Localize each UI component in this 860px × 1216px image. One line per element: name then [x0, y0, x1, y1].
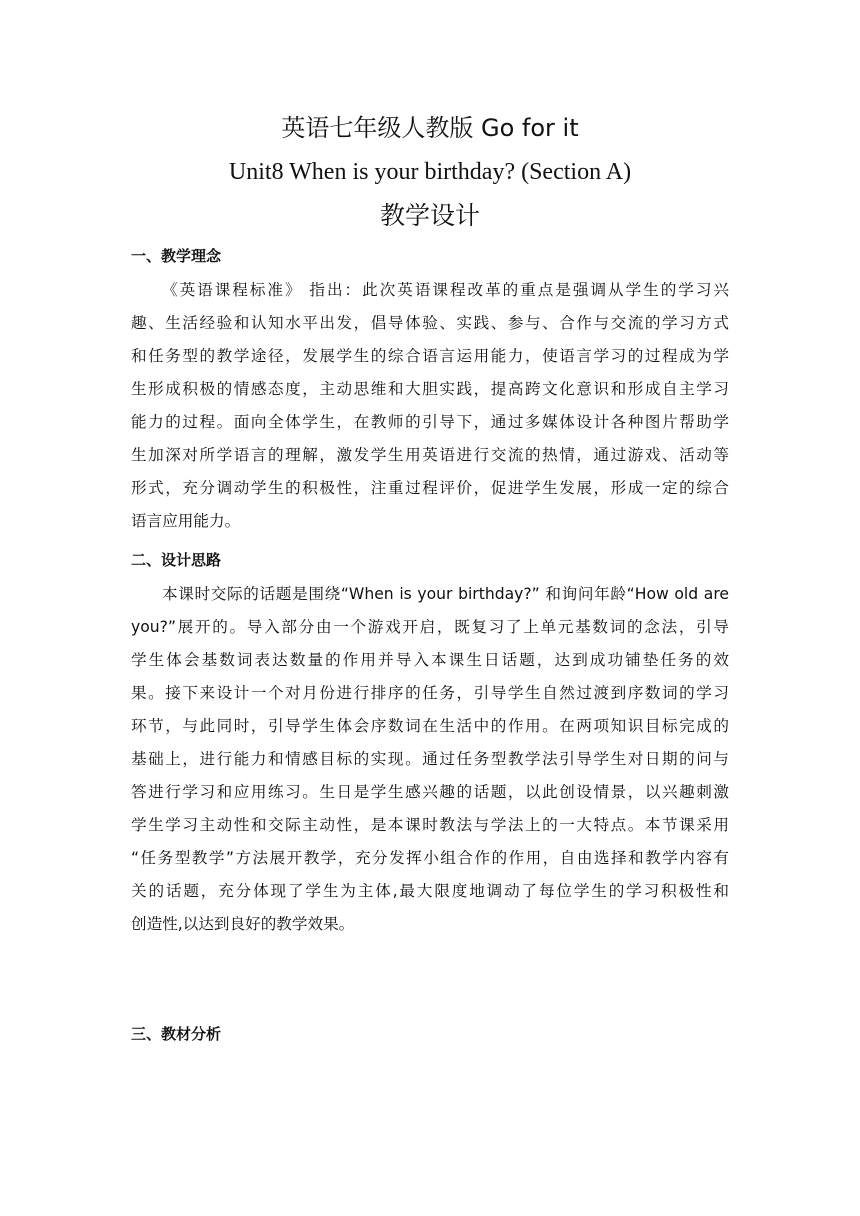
paragraph-line: 学生体会基数词表达数量的作用并导入本课生日话题，达到成功铺垫任务的效 — [131, 651, 729, 669]
paragraph-line: 果。接下来设计一个对月份进行排序的任务，引导学生自然过渡到序数词的学习 — [131, 684, 729, 702]
paragraph-line: 语言应用能力。 — [131, 512, 241, 530]
title-text: 英语七年级人教版 Go for it — [281, 114, 579, 142]
document-title-line-2: Unit8 When is your birthday? (Section A) — [228, 159, 632, 185]
paragraph-line: 答进行学习和应用练习。生日是学生感兴趣的话题，以此创设情景，以兴趣刺激 — [131, 783, 729, 801]
paragraph-line: 生形成积极的情感态度，主动思维和大胆实践，提高跨文化意识和形成自主学习 — [131, 380, 729, 398]
document-title-line-3: 教学设计 — [379, 201, 480, 230]
paragraph-line: 本课时交际的话题是围绕“When is your birthday?” 和询问年龄“How old are — [162, 585, 729, 603]
paragraph-line: “任务型教学”方法展开教学，充分发挥小组合作的作用，自由选择和教学内容有 — [131, 849, 729, 867]
paragraph-line: 关的话题，充分体现了学生为主体,最大限度地调动了每位学生的学习积极性和 — [131, 882, 729, 900]
paragraph-line: 和任务型的教学途径，发展学生的综合语言运用能力，使语言学习的过程成为学 — [131, 347, 729, 365]
section-body-design — [131, 578, 729, 941]
paragraph-line: 环节，与此同时，引导学生体会序数词在生活中的作用。在两项知识目标完成的 — [131, 717, 729, 735]
paragraph-line: 形式，充分调动学生的积极性，注重过程评价，促进学生发展，形成一定的综合 — [131, 479, 729, 497]
paragraph-line: you?”展开的。导入部分由一个游戏开启，既复习了上单元基数词的念法，引导 — [131, 618, 729, 636]
paragraph-line: 趣、生活经验和认知水平出发，倡导体验、实践、参与、合作与交流的学习方式 — [131, 314, 729, 332]
section-heading-philosophy: 一、教学理念 — [131, 247, 222, 265]
paragraph-line: 学生学习主动性和交际主动性，是本课时教法与学法上的一大特点。本节课采用 — [131, 816, 729, 834]
section-body-philosophy — [131, 274, 729, 538]
section-heading-materials: 三、教材分析 — [131, 1025, 222, 1043]
paragraph-line: 创造性,以达到良好的教学效果。 — [131, 915, 355, 933]
paragraph-line: 生加深对所学语言的理解，激发学生用英语进行交流的热情，通过游戏、活动等 — [131, 446, 729, 464]
paragraph-line: 《英语课程标准》 指出：此次英语课程改革的重点是强调从学生的学习兴 — [162, 281, 729, 299]
paragraph-line: 能力的过程。面向全体学生，在教师的引导下，通过多媒体设计各种图片帮助学 — [131, 413, 729, 431]
paragraph-line: 基础上，进行能力和情感目标的实现。通过任务型教学法引导学生对日期的问与 — [131, 750, 729, 768]
document-title-line-1 — [0, 112, 860, 144]
section-heading-design: 二、设计思路 — [131, 551, 222, 569]
